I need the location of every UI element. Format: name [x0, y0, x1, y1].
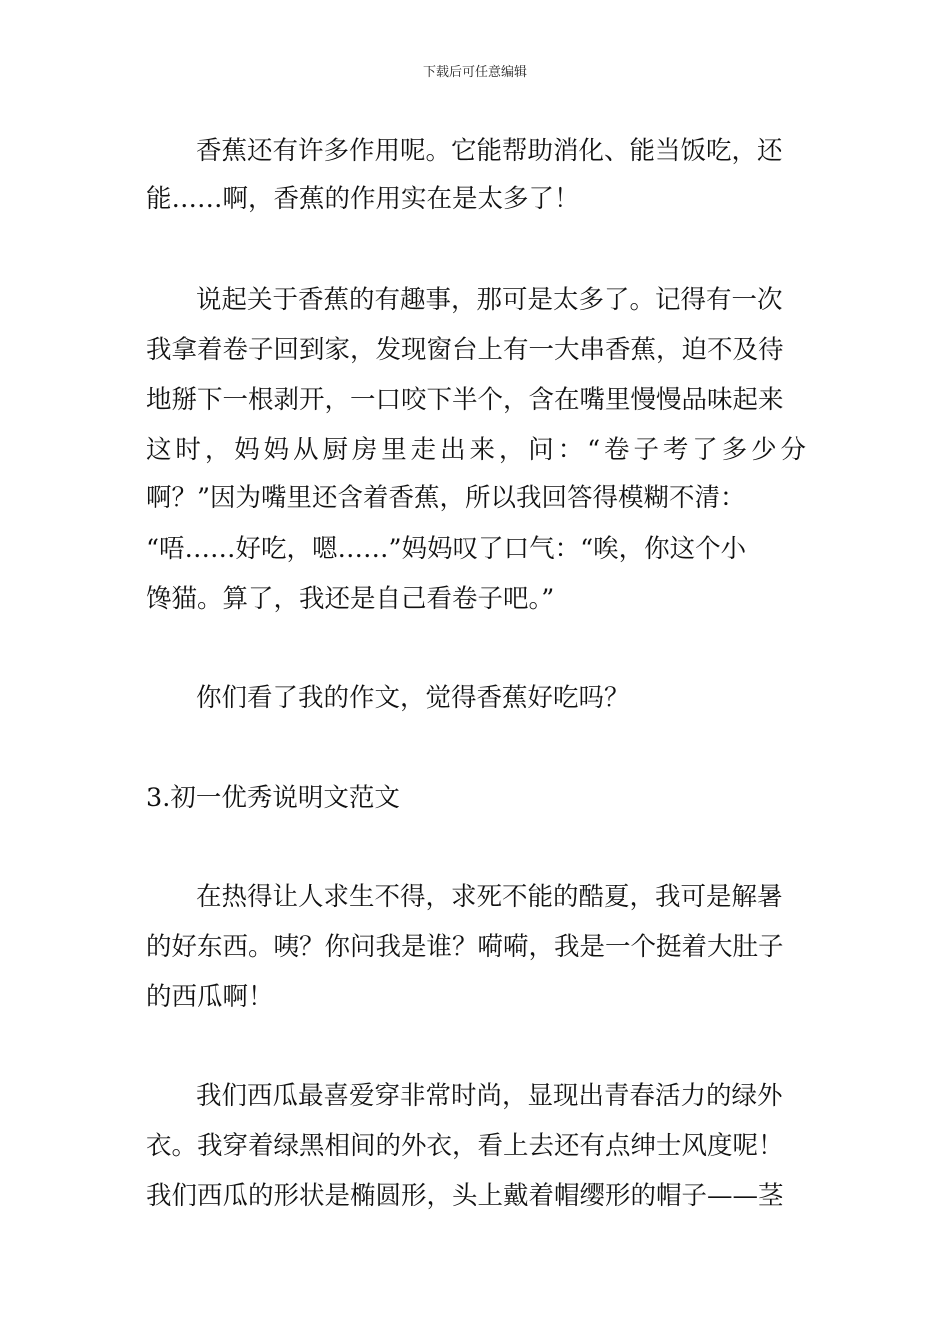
paragraph-2-line-3: 地掰下一根剥开，一口咬下半个，含在嘴里慢慢品味起来: [146, 385, 784, 415]
paragraph-2-line-7: 馋猫。算了，我还是自己看卷子吧。”: [146, 584, 555, 614]
paragraph-2-line-2: 我拿着卷子回到家，发现窗台上有一大串香蕉，迫不及待: [146, 335, 784, 365]
paragraph-5-line-3: 我们西瓜的形状是椭圆形，头上戴着帽缨形的帽子——茎: [146, 1181, 784, 1211]
paragraph-2-line-4: 这时，妈妈从厨房里走出来，问：“卷子考了多少分: [146, 435, 806, 465]
section-heading: 3.初一优秀说明文范文: [146, 783, 400, 813]
paragraph-3-line-1: 你们看了我的作文，觉得香蕉好吃吗？: [196, 683, 630, 713]
paragraph-1-line-1: 香蕉还有许多作用呢。它能帮助消化、能当饭吃，还: [196, 136, 783, 166]
paragraph-2-line-6: “唔……好吃，嗯……”妈妈叹了口气：“唉，你这个小: [146, 534, 747, 564]
paragraph-2-line-1: 说起关于香蕉的有趣事，那可是太多了。记得有一次: [196, 285, 783, 315]
paragraph-1-line-2: 能……啊，香蕉的作用实在是太多了！: [146, 184, 580, 214]
paragraph-2-line-5: 啊？”因为嘴里还含着香蕉，所以我回答得模糊不清：: [146, 483, 746, 513]
paragraph-4-line-1: 在热得让人求生不得，求死不能的酷夏，我可是解暑: [196, 882, 783, 912]
paragraph-4-line-3: 的西瓜啊！: [146, 982, 274, 1012]
page-header: 下载后可任意编辑: [422, 65, 527, 80]
paragraph-4-line-2: 的好东西。咦？你问我是谁？嗬嗬，我是一个挺着大肚子: [146, 932, 784, 962]
paragraph-5-line-1: 我们西瓜最喜爱穿非常时尚，显现出青春活力的绿外: [196, 1081, 783, 1111]
paragraph-5-line-2: 衣。我穿着绿黑相间的外衣，看上去还有点绅士风度呢！: [146, 1131, 784, 1161]
